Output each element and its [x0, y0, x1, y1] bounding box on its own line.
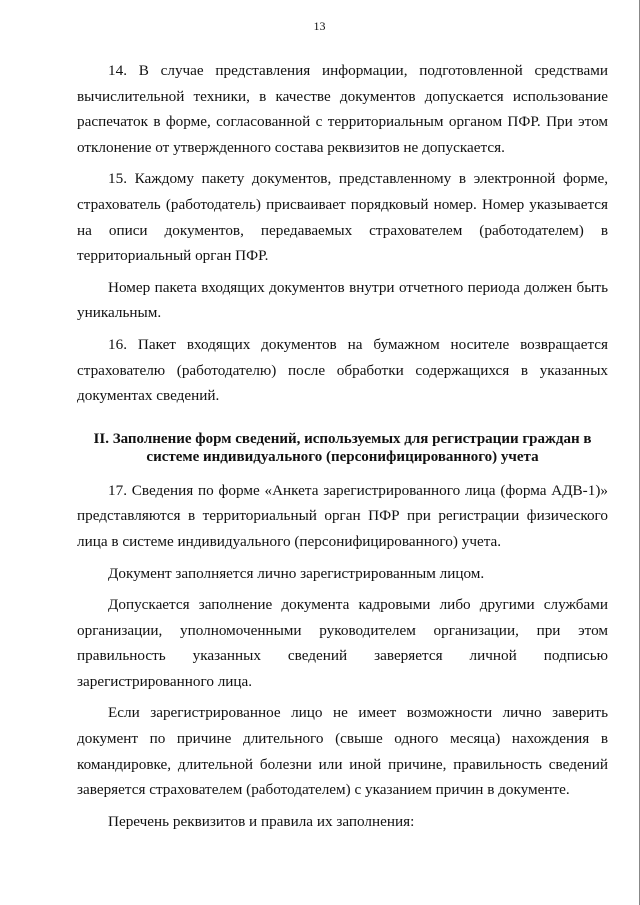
paragraph-16: 16. Пакет входящих документов на бумажном носителе возвращается страхователю (работодателю) после обработки содержащихся в указанных документах сведений. [77, 335, 608, 405]
section-title-line-1: II. Заполнение форм сведений, используемых для регистрации граждан в [93, 430, 592, 447]
paragraph-14: 14. В случае представления информации, подготовленной средствами вычислительной техники, в качестве документов допускается использование распечаток в форме, согласованной с территориальным органом ПФР. При этом отклонение от утвержденного состава реквизитов не допускается. [77, 62, 608, 156]
paragraph-17-hr-filling: Допускается заполнение документа кадровыми либо другими службами организации, уполномоченными руководителем организации, при этом правильность указанных сведений заверяется личной подписью зарегистрированного лица. [77, 596, 608, 690]
paragraph-17-filled-personally: Документ заполняется лично зарегистрированным лицом. [108, 564, 485, 582]
document-body [77, 58, 608, 834]
section-title-line-2: системе индивидуального (персонифицированного) учета [146, 448, 539, 465]
paragraph-17-requisites-list: Перечень реквизитов и правила их заполнения: [108, 812, 415, 830]
section-title [77, 430, 608, 466]
paragraph-17: 17. Сведения по форме «Анкета зарегистрированного лица (форма АДВ-1)» представляются в территориальный орган ПФР при регистрации физического лица в системе индивидуального (персонифицированного) учета. [77, 481, 608, 550]
paragraph-15: 15. Каждому пакету документов, представленному в электронной форме, страхователь (работодатель) присваивает порядковый номер. Номер указывается на описи документов, передаваемых страхователем (работодателем) в территориальный орган ПФР. [77, 170, 608, 265]
paragraph-17-employer-certification: Если зарегистрированное лицо не имеет возможности лично заверить документ по причине длительного (свыше одного месяца) нахождения в командировке, длительной болезни или иной причине, правильность сведений заверяется страхователем (работодателем) с указанием причин в документе. [77, 704, 608, 799]
paragraph-15-package-number: Номер пакета входящих документов внутри отчетного периода должен быть уникальным. [77, 278, 608, 322]
page-number: 13 [313, 19, 326, 33]
